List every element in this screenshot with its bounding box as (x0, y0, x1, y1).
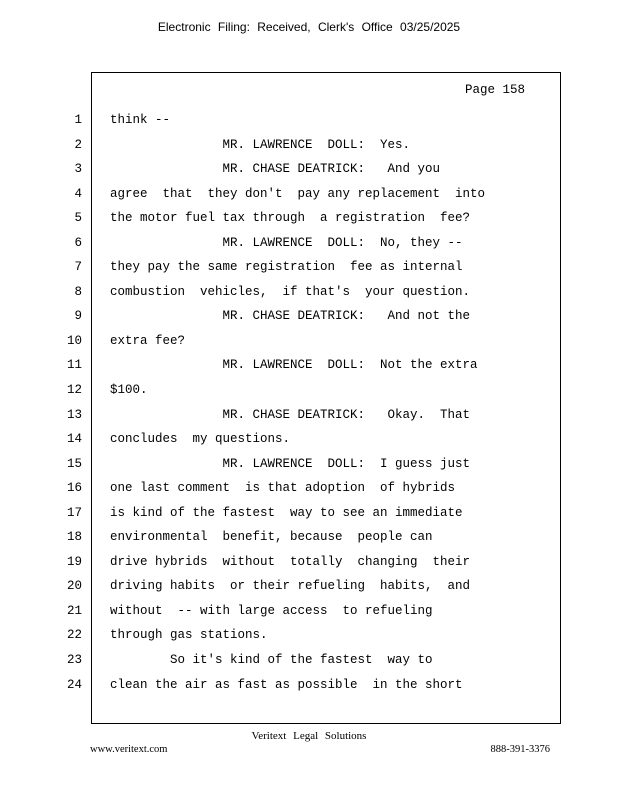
line-number: 2 (74, 137, 82, 152)
line-number: 7 (74, 260, 82, 275)
transcript-line: agree that they don't pay any replacement into (110, 186, 486, 201)
transcript-line: MR. CHASE DEATRICK: Okay. That (110, 407, 471, 422)
line-number: 20 (66, 579, 82, 594)
filing-header: Electronic Filing: Received, Clerk's Office 03/25/2025 (157, 20, 461, 34)
transcript-line: is kind of the fastest way to see an immediate (110, 505, 463, 520)
transcript-line: one last comment is that adoption of hybrids (110, 481, 456, 496)
transcript-text (110, 113, 550, 702)
line-number: 11 (66, 358, 82, 373)
line-number: 23 (66, 653, 82, 668)
line-number: 1 (74, 113, 82, 127)
line-number: 12 (66, 383, 82, 398)
line-number: 6 (74, 235, 82, 250)
page-number: Page 158 (464, 83, 525, 97)
line-number: 13 (66, 407, 82, 422)
transcript-line: MR. LAWRENCE DOLL: Yes. (110, 137, 411, 152)
line-number: 16 (66, 481, 82, 496)
transcript-line: $100. (110, 383, 148, 398)
transcript-line: MR. LAWRENCE DOLL: I guess just (110, 456, 471, 471)
transcript-line: through gas stations. (110, 628, 268, 643)
transcript-line: environmental benefit, because people can (110, 530, 433, 545)
transcript-line: combustion vehicles, if that's your question. (110, 284, 471, 299)
transcript-line: they pay the same registration fee as internal (110, 260, 463, 275)
line-number: 15 (66, 456, 82, 471)
transcript-line: drive hybrids without totally changing their (110, 554, 471, 569)
transcript-line: MR. LAWRENCE DOLL: Not the extra (110, 358, 478, 373)
line-number: 10 (66, 333, 82, 348)
line-number: 22 (66, 628, 82, 643)
line-number: 8 (74, 284, 82, 299)
line-number: 3 (74, 162, 82, 177)
line-number: 18 (66, 530, 82, 545)
line-number: 14 (66, 432, 82, 447)
line-number: 21 (66, 603, 82, 618)
transcript-line: MR. CHASE DEATRICK: And not the (110, 309, 471, 324)
line-number: 17 (66, 505, 82, 520)
transcript-line: concludes my questions. (110, 432, 291, 447)
line-number: 19 (66, 554, 82, 569)
transcript-line: extra fee? (110, 333, 186, 348)
transcript-line: MR. CHASE DEATRICK: And you (110, 162, 441, 177)
line-number: 9 (74, 309, 82, 324)
company-website: www.veritext.com (90, 744, 168, 755)
line-number: 4 (74, 186, 82, 201)
company-name: Veritext Legal Solutions (251, 730, 367, 742)
transcript-line: MR. LAWRENCE DOLL: No, they -- (110, 235, 463, 250)
transcript-line: think -- (110, 113, 171, 127)
line-number: 5 (74, 211, 82, 226)
line-number-column (58, 113, 82, 702)
transcript-line: without -- with large access to refueling (110, 603, 433, 618)
transcript-line: the motor fuel tax through a registration fee? (110, 211, 471, 226)
transcript-line: So it's kind of the fastest way to (110, 653, 433, 668)
company-phone: 888-391-3376 (490, 744, 550, 755)
transcript-line: driving habits or their refueling habits, and (110, 579, 471, 594)
line-number: 24 (66, 677, 82, 692)
transcript-line: clean the air as fast as possible in the short (110, 677, 463, 692)
